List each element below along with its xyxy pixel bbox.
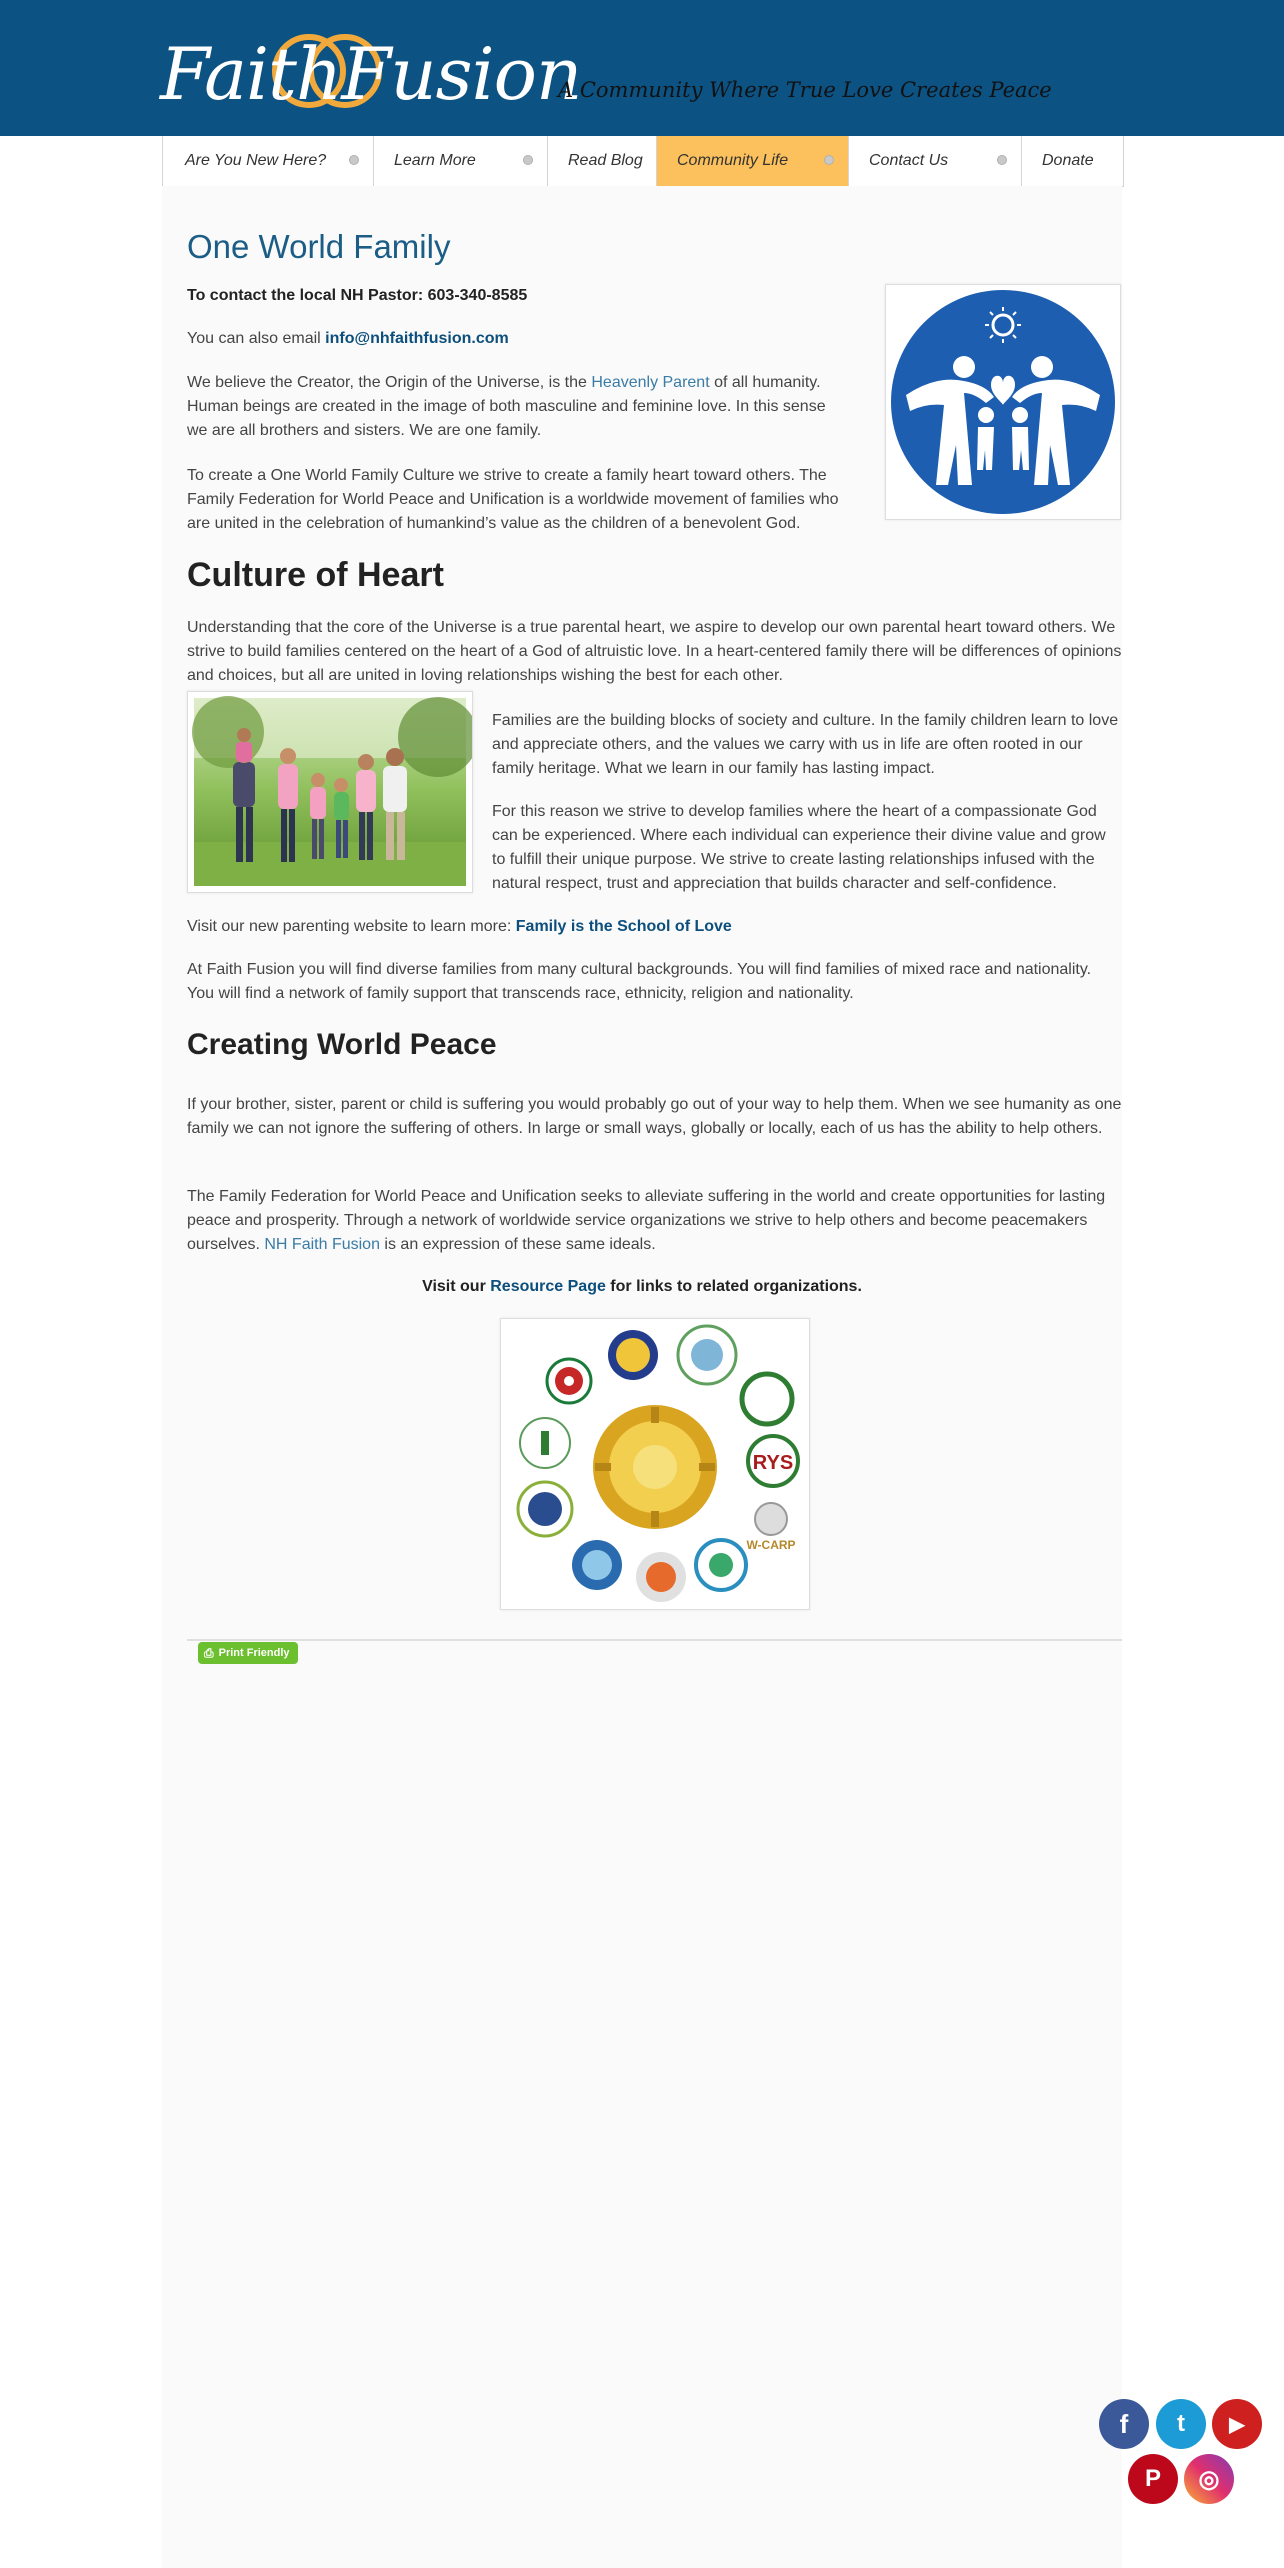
emblem-grey-bottom-icon: [636, 1552, 686, 1602]
page-title: One World Family: [187, 228, 451, 265]
emblem-green-figure-icon: [520, 1418, 570, 1468]
nav-item-label: Learn More: [394, 152, 476, 169]
nav-item-label: Donate: [1042, 152, 1094, 169]
peace-paragraph-2: [187, 1185, 1122, 1257]
nav-item-community-life[interactable]: [657, 136, 849, 186]
emblem-laurel-icon: [678, 1326, 736, 1384]
creating-world-peace-heading: Creating World Peace: [187, 1028, 497, 1061]
organizations-collage: [501, 1319, 809, 1609]
youtube-icon[interactable]: [1212, 2399, 1262, 2449]
emblem-rys-icon: [748, 1436, 798, 1486]
culture-paragraph: To create a One World Family Culture we strive to create a family heart toward others. The Family Federation for World Peace and Unification is a worldwide movement of families who are united in the celebration of humankind’s value as the children of a benevolent God.: [187, 467, 839, 532]
family-photo: [187, 691, 473, 893]
print-friendly-label: Print Friendly: [218, 1647, 290, 1659]
school-of-love-link[interactable]: Family is the School of Love: [515, 918, 732, 935]
logo-text: FaithFusion: [160, 32, 582, 116]
nav-item-new-here[interactable]: [163, 136, 374, 186]
twitter-icon[interactable]: [1156, 2399, 1206, 2449]
peace-pre: The Family Federation for World Peace and Unification seeks to alleviate suffering in the world and create opportunities for lasting peace and prosperity. Through a network of worldwide service organizations we strive to help others and become peacemakers ourselves.: [187, 1188, 1106, 1253]
nav-item-label: Read Blog: [568, 152, 643, 169]
nav-item-label: Contact Us: [869, 152, 949, 169]
nav-item-learn-more[interactable]: [374, 136, 548, 186]
emblem-blue-family-icon: [608, 1330, 658, 1380]
instagram-glyph: ◎: [1198, 2465, 1220, 2493]
email-prefix: You can also email: [187, 330, 326, 347]
nav-item-label: Are You New Here?: [185, 152, 327, 169]
belief-pre: We believe the Creator, the Origin of the Universe, is the: [187, 374, 592, 391]
family-photo-illustration: [188, 692, 472, 892]
facebook-glyph: f: [1119, 2408, 1129, 2439]
emblem-laurel-left-icon: [518, 1482, 572, 1536]
families-paragraph: Families are the building blocks of society and culture. In the family children learn to love and appreciate others, and the values we carry with us in life are often rooted in our family heritage. What we learn in our family has lasting impact.: [492, 712, 1119, 777]
nav-item-read-blog[interactable]: [548, 136, 657, 186]
main-content: [162, 186, 1122, 2568]
submenu-dot-icon: [349, 155, 359, 165]
reason-paragraph: For this reason we strive to develop families where the heart of a compassionate God can be experienced. Where each individual can experience their divine value and grow to fulfill their unique purpose. We strive to create lasting relationships infused with the natural respect, trust and appreciation that builds character and self-confidence.: [492, 803, 1106, 892]
emblem-red-icon: [547, 1359, 591, 1403]
organizations-emblems-image: [500, 1318, 810, 1610]
facebook-icon[interactable]: [1099, 2399, 1149, 2449]
submenu-dot-icon: [824, 155, 834, 165]
resource-line: [162, 1275, 1122, 1299]
site-logo[interactable]: [160, 28, 582, 118]
one-world-family-image: [885, 284, 1121, 520]
nav-item-donate[interactable]: [1022, 136, 1121, 186]
site-header: [0, 0, 1284, 136]
site-tagline: A Community Where True Love Creates Peace: [558, 78, 1052, 102]
pinterest-glyph: P: [1144, 2465, 1161, 2492]
peace-paragraph-1: If your brother, sister, parent or child is suffering you would probably go out of your way to help them. When we see humanity as one family we can not ignore the suffering of others. In large or small ways, globally or locally, each of us has the ability to help others.: [187, 1096, 1122, 1137]
parenting-prefix: Visit our new parenting website to learn more:: [187, 918, 516, 935]
emblem-teal-icon: [696, 1540, 746, 1590]
submenu-dot-icon: [997, 155, 1007, 165]
nav-item-contact-us[interactable]: [849, 136, 1022, 186]
pinterest-icon[interactable]: [1128, 2454, 1178, 2504]
resource-prefix: Visit our: [422, 1278, 491, 1295]
emblem-green-ring-icon: [742, 1374, 792, 1424]
peace-post: is an expression of these same ideals.: [379, 1236, 656, 1253]
emblem-blue-bottom-left-icon: [572, 1540, 622, 1590]
nh-faith-fusion-link[interactable]: NH Faith Fusion: [264, 1236, 380, 1253]
heart-paragraph: Understanding that the core of the Universe is a true parental heart, we aspire to develop our own parental heart toward others. We strive to build families centered on the heart of a God of altruistic love. In a heart-centered family there will be differences of opinions and choices, but all are united in loving relationships wishing the best for each other.: [187, 619, 1122, 684]
contact-line: To contact the local NH Pastor: 603-340-8585: [187, 287, 528, 304]
resource-page-link[interactable]: Resource Page: [490, 1278, 606, 1295]
email-link[interactable]: info@nhfaithfusion.com: [325, 330, 509, 347]
belief-paragraph: [187, 371, 847, 443]
instagram-icon[interactable]: [1184, 2454, 1234, 2504]
culture-of-heart-heading: Culture of Heart: [187, 556, 444, 594]
wcarp-label: W-CARP: [746, 1538, 796, 1552]
twitter-glyph: t: [1177, 2410, 1185, 2437]
printer-icon: ⎙: [204, 1645, 214, 1660]
belief-post: of all humanity. Human beings are created in the image of both masculine and feminine love. In this sense we are all brothers and sisters. We are one family.: [187, 374, 826, 439]
family-circle-logo-icon: [886, 285, 1120, 519]
print-friendly-button[interactable]: [198, 1642, 298, 1664]
email-line: [187, 327, 509, 351]
main-nav: [162, 136, 1124, 187]
parenting-line: [187, 915, 732, 939]
diverse-paragraph: At Faith Fusion you will find diverse families from many cultural backgrounds. You will find families of mixed race and nationality. You will find a network of family support that transcends race, ethnicity, religion and nationality.: [187, 961, 1092, 1002]
nav-item-label: Community Life: [677, 152, 789, 169]
submenu-dot-icon: [523, 155, 533, 165]
rys-label: RYS: [752, 1452, 794, 1474]
footer-divider: [187, 1639, 1122, 1641]
resource-post: for links to related organizations.: [605, 1278, 862, 1295]
emblem-wcarp-icon: [746, 1503, 795, 1552]
youtube-glyph: ▶: [1229, 2413, 1245, 2436]
heavenly-parent-link[interactable]: Heavenly Parent: [591, 374, 710, 391]
